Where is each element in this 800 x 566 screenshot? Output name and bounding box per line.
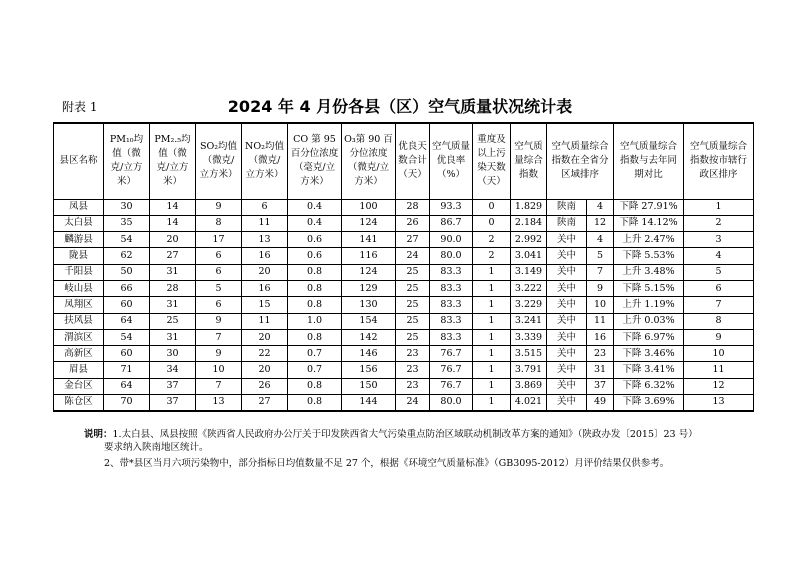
table-cell: 9 xyxy=(587,280,614,296)
table-cell: 2.992 xyxy=(511,232,547,248)
table-cell: 5 xyxy=(684,264,754,280)
table-cell: 9 xyxy=(196,313,242,329)
table-cell: 60 xyxy=(104,297,150,313)
table-cell: 31 xyxy=(587,362,614,378)
table-cell: 24 xyxy=(396,248,430,264)
table-cell: 1 xyxy=(684,199,754,215)
table-cell: 30 xyxy=(104,199,150,215)
table-cell: 27 xyxy=(396,232,430,248)
table-cell: 0.4 xyxy=(288,215,342,231)
table-cell: 1 xyxy=(473,313,511,329)
table-cell: 2.184 xyxy=(511,215,547,231)
table-cell: 6 xyxy=(196,264,242,280)
table-cell: 76.7 xyxy=(430,378,473,394)
table-row xyxy=(54,346,754,362)
table-cell: 关中 xyxy=(547,232,587,248)
table-cell: 27 xyxy=(242,395,288,411)
table-cell: 上升 3.48% xyxy=(614,264,684,280)
table-cell: 2 xyxy=(684,215,754,231)
table-cell: 7 xyxy=(196,329,242,345)
table-cell: 凤县 xyxy=(54,199,104,215)
note-item-2: 2、带*县区当月六项污染物中，部分指标日均值数量不足 27 个，根据《环境空气质量标准》（GB3095-2012）月评价结果仅供参考。 xyxy=(104,458,670,469)
table-cell: 130 xyxy=(342,297,396,313)
table-cell: 太白县 xyxy=(54,215,104,231)
header-cell: 县区名称 xyxy=(54,123,104,199)
table-cell: 146 xyxy=(342,346,396,362)
table-cell: 3.149 xyxy=(511,264,547,280)
table-cell: 31 xyxy=(150,264,196,280)
table-cell: 70 xyxy=(104,395,150,411)
table-cell: 13 xyxy=(196,395,242,411)
table-cell: 80.0 xyxy=(430,248,473,264)
table-cell: 83.3 xyxy=(430,264,473,280)
table-cell: 关中 xyxy=(547,248,587,264)
table-cell: 岐山县 xyxy=(54,280,104,296)
table-cell: 28 xyxy=(150,280,196,296)
table-cell: 30 xyxy=(150,346,196,362)
table-cell: 25 xyxy=(150,313,196,329)
table-cell: 124 xyxy=(342,264,396,280)
table-cell: 8 xyxy=(196,215,242,231)
table-cell: 11 xyxy=(587,313,614,329)
header-cell: 优良天数合计（天） xyxy=(396,123,430,199)
table-header-row xyxy=(54,123,754,199)
table-cell: 93.3 xyxy=(430,199,473,215)
table-cell: 关中 xyxy=(547,264,587,280)
table-cell: 下降 3.41% xyxy=(614,362,684,378)
table-cell: 15 xyxy=(242,297,288,313)
table-cell: 37 xyxy=(587,378,614,394)
header-cell: SO₂均值（微克/立方米） xyxy=(196,123,242,199)
table-cell: 4.021 xyxy=(511,395,547,411)
table-cell: 54 xyxy=(104,329,150,345)
table-title: 2024 年 4 月份各县（区）空气质量状况统计表 xyxy=(227,97,573,116)
table-cell: 3.339 xyxy=(511,329,547,345)
table-cell: 23 xyxy=(396,378,430,394)
table-cell: 10 xyxy=(196,362,242,378)
table-cell: 9 xyxy=(196,346,242,362)
table-cell: 0.8 xyxy=(288,395,342,411)
table-cell: 7 xyxy=(684,297,754,313)
table-cell: 下降 27.91% xyxy=(614,199,684,215)
table-cell: 4 xyxy=(587,199,614,215)
header-cell: PM₂.₅均值（微克/立方米） xyxy=(150,123,196,199)
table-cell: 27 xyxy=(150,248,196,264)
table-cell: 下降 3.69% xyxy=(614,395,684,411)
table-cell: 4 xyxy=(684,248,754,264)
air-quality-table xyxy=(53,122,754,412)
table-cell: 0.4 xyxy=(288,199,342,215)
table-cell: 31 xyxy=(150,329,196,345)
table-cell: 25 xyxy=(396,313,430,329)
table-cell: 20 xyxy=(242,362,288,378)
table-cell: 4 xyxy=(587,232,614,248)
table-cell: 3.869 xyxy=(511,378,547,394)
table-cell: 20 xyxy=(242,329,288,345)
table-cell: 7 xyxy=(587,264,614,280)
table-cell: 71 xyxy=(104,362,150,378)
table-cell: 5 xyxy=(196,280,242,296)
table-cell: 26 xyxy=(242,378,288,394)
table-cell: 23 xyxy=(396,362,430,378)
table-cell: 86.7 xyxy=(430,215,473,231)
table-cell: 下降 5.15% xyxy=(614,280,684,296)
table-cell: 10 xyxy=(684,346,754,362)
table-cell: 麟游县 xyxy=(54,232,104,248)
table-cell: 11 xyxy=(684,362,754,378)
table-cell: 1 xyxy=(473,280,511,296)
table-cell: 6 xyxy=(684,280,754,296)
table-cell: 上升 0.03% xyxy=(614,313,684,329)
table-cell: 13 xyxy=(242,232,288,248)
table-row xyxy=(54,313,754,329)
table-cell: 2 xyxy=(473,232,511,248)
table-cell: 100 xyxy=(342,199,396,215)
table-cell: 90.0 xyxy=(430,232,473,248)
table-cell: 0.8 xyxy=(288,378,342,394)
table-cell: 0.8 xyxy=(288,297,342,313)
table-cell: 3.229 xyxy=(511,297,547,313)
table-body xyxy=(54,199,754,411)
table-cell: 1 xyxy=(473,378,511,394)
table-cell: 23 xyxy=(396,346,430,362)
table-cell: 66 xyxy=(104,280,150,296)
table-cell: 37 xyxy=(150,378,196,394)
header-cell: CO 第 95 百分位浓度（毫克/立方米） xyxy=(288,123,342,199)
table-cell: 关中 xyxy=(547,313,587,329)
table-row xyxy=(54,232,754,248)
table-cell: 22 xyxy=(242,346,288,362)
table-cell: 8 xyxy=(684,313,754,329)
table-cell: 0.8 xyxy=(288,280,342,296)
table-cell: 6 xyxy=(196,248,242,264)
table-cell: 83.3 xyxy=(430,329,473,345)
table-cell: 关中 xyxy=(547,280,587,296)
table-cell: 6 xyxy=(196,297,242,313)
table-cell: 1 xyxy=(473,297,511,313)
note-item-1 xyxy=(84,428,764,441)
table-cell: 下降 14.12% xyxy=(614,215,684,231)
table-cell: 156 xyxy=(342,362,396,378)
table-cell: 关中 xyxy=(547,378,587,394)
table-cell: 11 xyxy=(242,313,288,329)
table-cell: 37 xyxy=(150,395,196,411)
table-cell: 1.0 xyxy=(288,313,342,329)
table-cell: 62 xyxy=(104,248,150,264)
table-cell: 10 xyxy=(587,297,614,313)
table-cell: 关中 xyxy=(547,297,587,313)
notes-label: 说明： xyxy=(84,429,113,440)
table-row xyxy=(54,199,754,215)
table-cell: 9 xyxy=(684,329,754,345)
table-cell: 3.515 xyxy=(511,346,547,362)
table-cell: 关中 xyxy=(547,329,587,345)
table-cell: 80.0 xyxy=(430,395,473,411)
table-cell: 千阳县 xyxy=(54,264,104,280)
table-cell: 116 xyxy=(342,248,396,264)
table-cell: 64 xyxy=(104,313,150,329)
table-cell: 12 xyxy=(684,378,754,394)
table-cell: 9 xyxy=(196,199,242,215)
table-cell: 1 xyxy=(473,362,511,378)
table-cell: 76.7 xyxy=(430,346,473,362)
table-cell: 0.6 xyxy=(288,232,342,248)
attachment-label: 附表 1 xyxy=(62,100,98,114)
table-row xyxy=(54,378,754,394)
table-cell: 金台区 xyxy=(54,378,104,394)
table-cell: 0 xyxy=(473,199,511,215)
table-row xyxy=(54,248,754,264)
header-cell: 空气质量综合指数 xyxy=(511,123,547,199)
table-cell: 24 xyxy=(396,395,430,411)
table-cell: 关中 xyxy=(547,362,587,378)
table-cell: 0.8 xyxy=(288,264,342,280)
table-cell: 渭滨区 xyxy=(54,329,104,345)
table-cell: 60 xyxy=(104,346,150,362)
table-cell: 1 xyxy=(473,346,511,362)
table-cell: 3.791 xyxy=(511,362,547,378)
table-cell: 25 xyxy=(396,297,430,313)
table-cell: 1 xyxy=(473,329,511,345)
table-cell: 上升 1.19% xyxy=(614,297,684,313)
table-cell: 31 xyxy=(150,297,196,313)
header-cell: 空气质量综合指数按市辖行政区排序 xyxy=(684,123,754,199)
table-cell: 13 xyxy=(684,395,754,411)
table-row xyxy=(54,329,754,345)
table-cell: 25 xyxy=(396,280,430,296)
table-cell: 20 xyxy=(150,232,196,248)
table-cell: 154 xyxy=(342,313,396,329)
note-item-1-line-2: 要求纳入陕南地区统计。 xyxy=(104,442,209,453)
header-cell: 空气质量优良率（%） xyxy=(430,123,473,199)
table-row xyxy=(54,297,754,313)
table-cell: 3.241 xyxy=(511,313,547,329)
table-cell: 下降 6.97% xyxy=(614,329,684,345)
header-cell: 空气质量综合指数在全省分区域排序 xyxy=(547,123,614,199)
table-cell: 1 xyxy=(473,264,511,280)
table-cell: 141 xyxy=(342,232,396,248)
table-row xyxy=(54,395,754,411)
table-cell: 14 xyxy=(150,215,196,231)
table-cell: 16 xyxy=(587,329,614,345)
notes xyxy=(84,428,764,470)
header-cell: O₃第 90 百分位浓度（微克/立方米） xyxy=(342,123,396,199)
header-cell: NO₂均值（微克/立方米） xyxy=(242,123,288,199)
table-cell: 23 xyxy=(587,346,614,362)
table-cell: 25 xyxy=(396,329,430,345)
table-cell: 上升 2.47% xyxy=(614,232,684,248)
table-cell: 1.829 xyxy=(511,199,547,215)
table-cell: 17 xyxy=(196,232,242,248)
table-row xyxy=(54,280,754,296)
table-cell: 20 xyxy=(242,264,288,280)
table-cell: 150 xyxy=(342,378,396,394)
table-cell: 3 xyxy=(684,232,754,248)
table-cell: 下降 3.46% xyxy=(614,346,684,362)
table-cell: 高新区 xyxy=(54,346,104,362)
table-cell: 0.7 xyxy=(288,362,342,378)
table-cell: 28 xyxy=(396,199,430,215)
table-row xyxy=(54,264,754,280)
table-cell: 129 xyxy=(342,280,396,296)
table-cell: 35 xyxy=(104,215,150,231)
header-cell: 重度及以上污染天数（天） xyxy=(473,123,511,199)
table-cell: 5 xyxy=(587,248,614,264)
table-cell: 关中 xyxy=(547,395,587,411)
table-cell: 陕南 xyxy=(547,215,587,231)
table-cell: 0.6 xyxy=(288,248,342,264)
table-cell: 83.3 xyxy=(430,297,473,313)
note-item-1-line-1: 1.太白县、凤县按照《陕西省人民政府办公厅关于印发陕西省大气污染重点防治区域联动机制改革方案的通知》（陕政办发〔2015〕23 号） xyxy=(112,429,698,440)
table-cell: 11 xyxy=(242,215,288,231)
table-cell: 12 xyxy=(587,215,614,231)
table-cell: 25 xyxy=(396,264,430,280)
table-cell: 3.222 xyxy=(511,280,547,296)
table-cell: 2 xyxy=(473,248,511,264)
table-cell: 83.3 xyxy=(430,313,473,329)
table-cell: 0.7 xyxy=(288,346,342,362)
table-cell: 下降 6.32% xyxy=(614,378,684,394)
header-cell: 空气质量综合指数与去年同期对比 xyxy=(614,123,684,199)
table-cell: 下降 5.53% xyxy=(614,248,684,264)
table-cell: 16 xyxy=(242,280,288,296)
table-cell: 142 xyxy=(342,329,396,345)
table-cell: 144 xyxy=(342,395,396,411)
table-cell: 16 xyxy=(242,248,288,264)
table-cell: 0 xyxy=(473,215,511,231)
table-cell: 6 xyxy=(242,199,288,215)
table-cell: 1 xyxy=(473,395,511,411)
table-row xyxy=(54,362,754,378)
table-row xyxy=(54,215,754,231)
table-cell: 眉县 xyxy=(54,362,104,378)
table-cell: 陇县 xyxy=(54,248,104,264)
table-cell: 扶风县 xyxy=(54,313,104,329)
table-cell: 3.041 xyxy=(511,248,547,264)
table-cell: 26 xyxy=(396,215,430,231)
table-cell: 64 xyxy=(104,378,150,394)
table-cell: 7 xyxy=(196,378,242,394)
table-cell: 凤翔区 xyxy=(54,297,104,313)
table-cell: 76.7 xyxy=(430,362,473,378)
table-cell: 14 xyxy=(150,199,196,215)
header-cell: PM₁₀均值（微克/立方米） xyxy=(104,123,150,199)
table-cell: 关中 xyxy=(547,346,587,362)
table-cell: 陈仓区 xyxy=(54,395,104,411)
table-cell: 83.3 xyxy=(430,280,473,296)
table-cell: 0.8 xyxy=(288,329,342,345)
table-cell: 124 xyxy=(342,215,396,231)
table-cell: 34 xyxy=(150,362,196,378)
table-cell: 50 xyxy=(104,264,150,280)
table-cell: 54 xyxy=(104,232,150,248)
table-cell: 陕南 xyxy=(547,199,587,215)
table-cell: 49 xyxy=(587,395,614,411)
